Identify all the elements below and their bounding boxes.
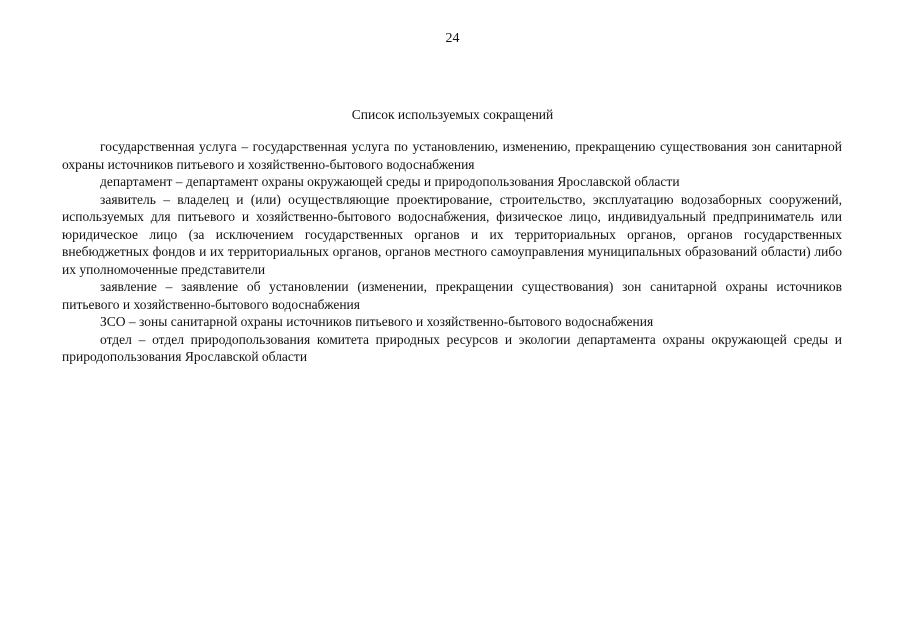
abbreviation-entry-division: отдел – отдел природопользования комитета природных ресурсов и экологии департамента охраны окружающей среды и природопользования Ярославской области	[62, 331, 842, 364]
abbreviation-entry-applicant: заявитель – владелец и (или) осуществляющие проектирование, строительство, эксплуатацию водозаборных сооружений, используемых для питьевого и хозяйственно-бытового водоснабжения, физическое лицо, индивидуальный предприниматель или юридическое лицо (за исключением государственных органов и их территориальных органов, органов государственных внебюджетных фондов и их территориальных органов, органов местного самоуправления муниципальных образований области) либо их уполномоченные представители	[62, 191, 842, 277]
page-number: 24	[445, 31, 460, 46]
abbreviation-entry-zso: ЗСО – зоны санитарной охраны источников питьевого и хозяйственно-бытового водоснабжения	[100, 314, 654, 329]
abbreviation-entry-department: департамент – департамент охраны окружающей среды и природопользования Ярославской области	[100, 174, 680, 189]
page-title: Список используемых сокращений	[351, 107, 554, 122]
abbreviation-list	[62, 138, 842, 366]
abbreviation-entry-application: заявление – заявление об установлении (изменении, прекращении существования) зон санитарной охраны источников питьевого и хозяйственно-бытового водоснабжения	[62, 279, 842, 312]
abbreviation-entry-state-service: государственная услуга – государственная услуга по установлению, изменению, прекращению существования зон санитарной охраны источников питьевого и хозяйственно-бытового водоснабжения	[62, 139, 842, 172]
